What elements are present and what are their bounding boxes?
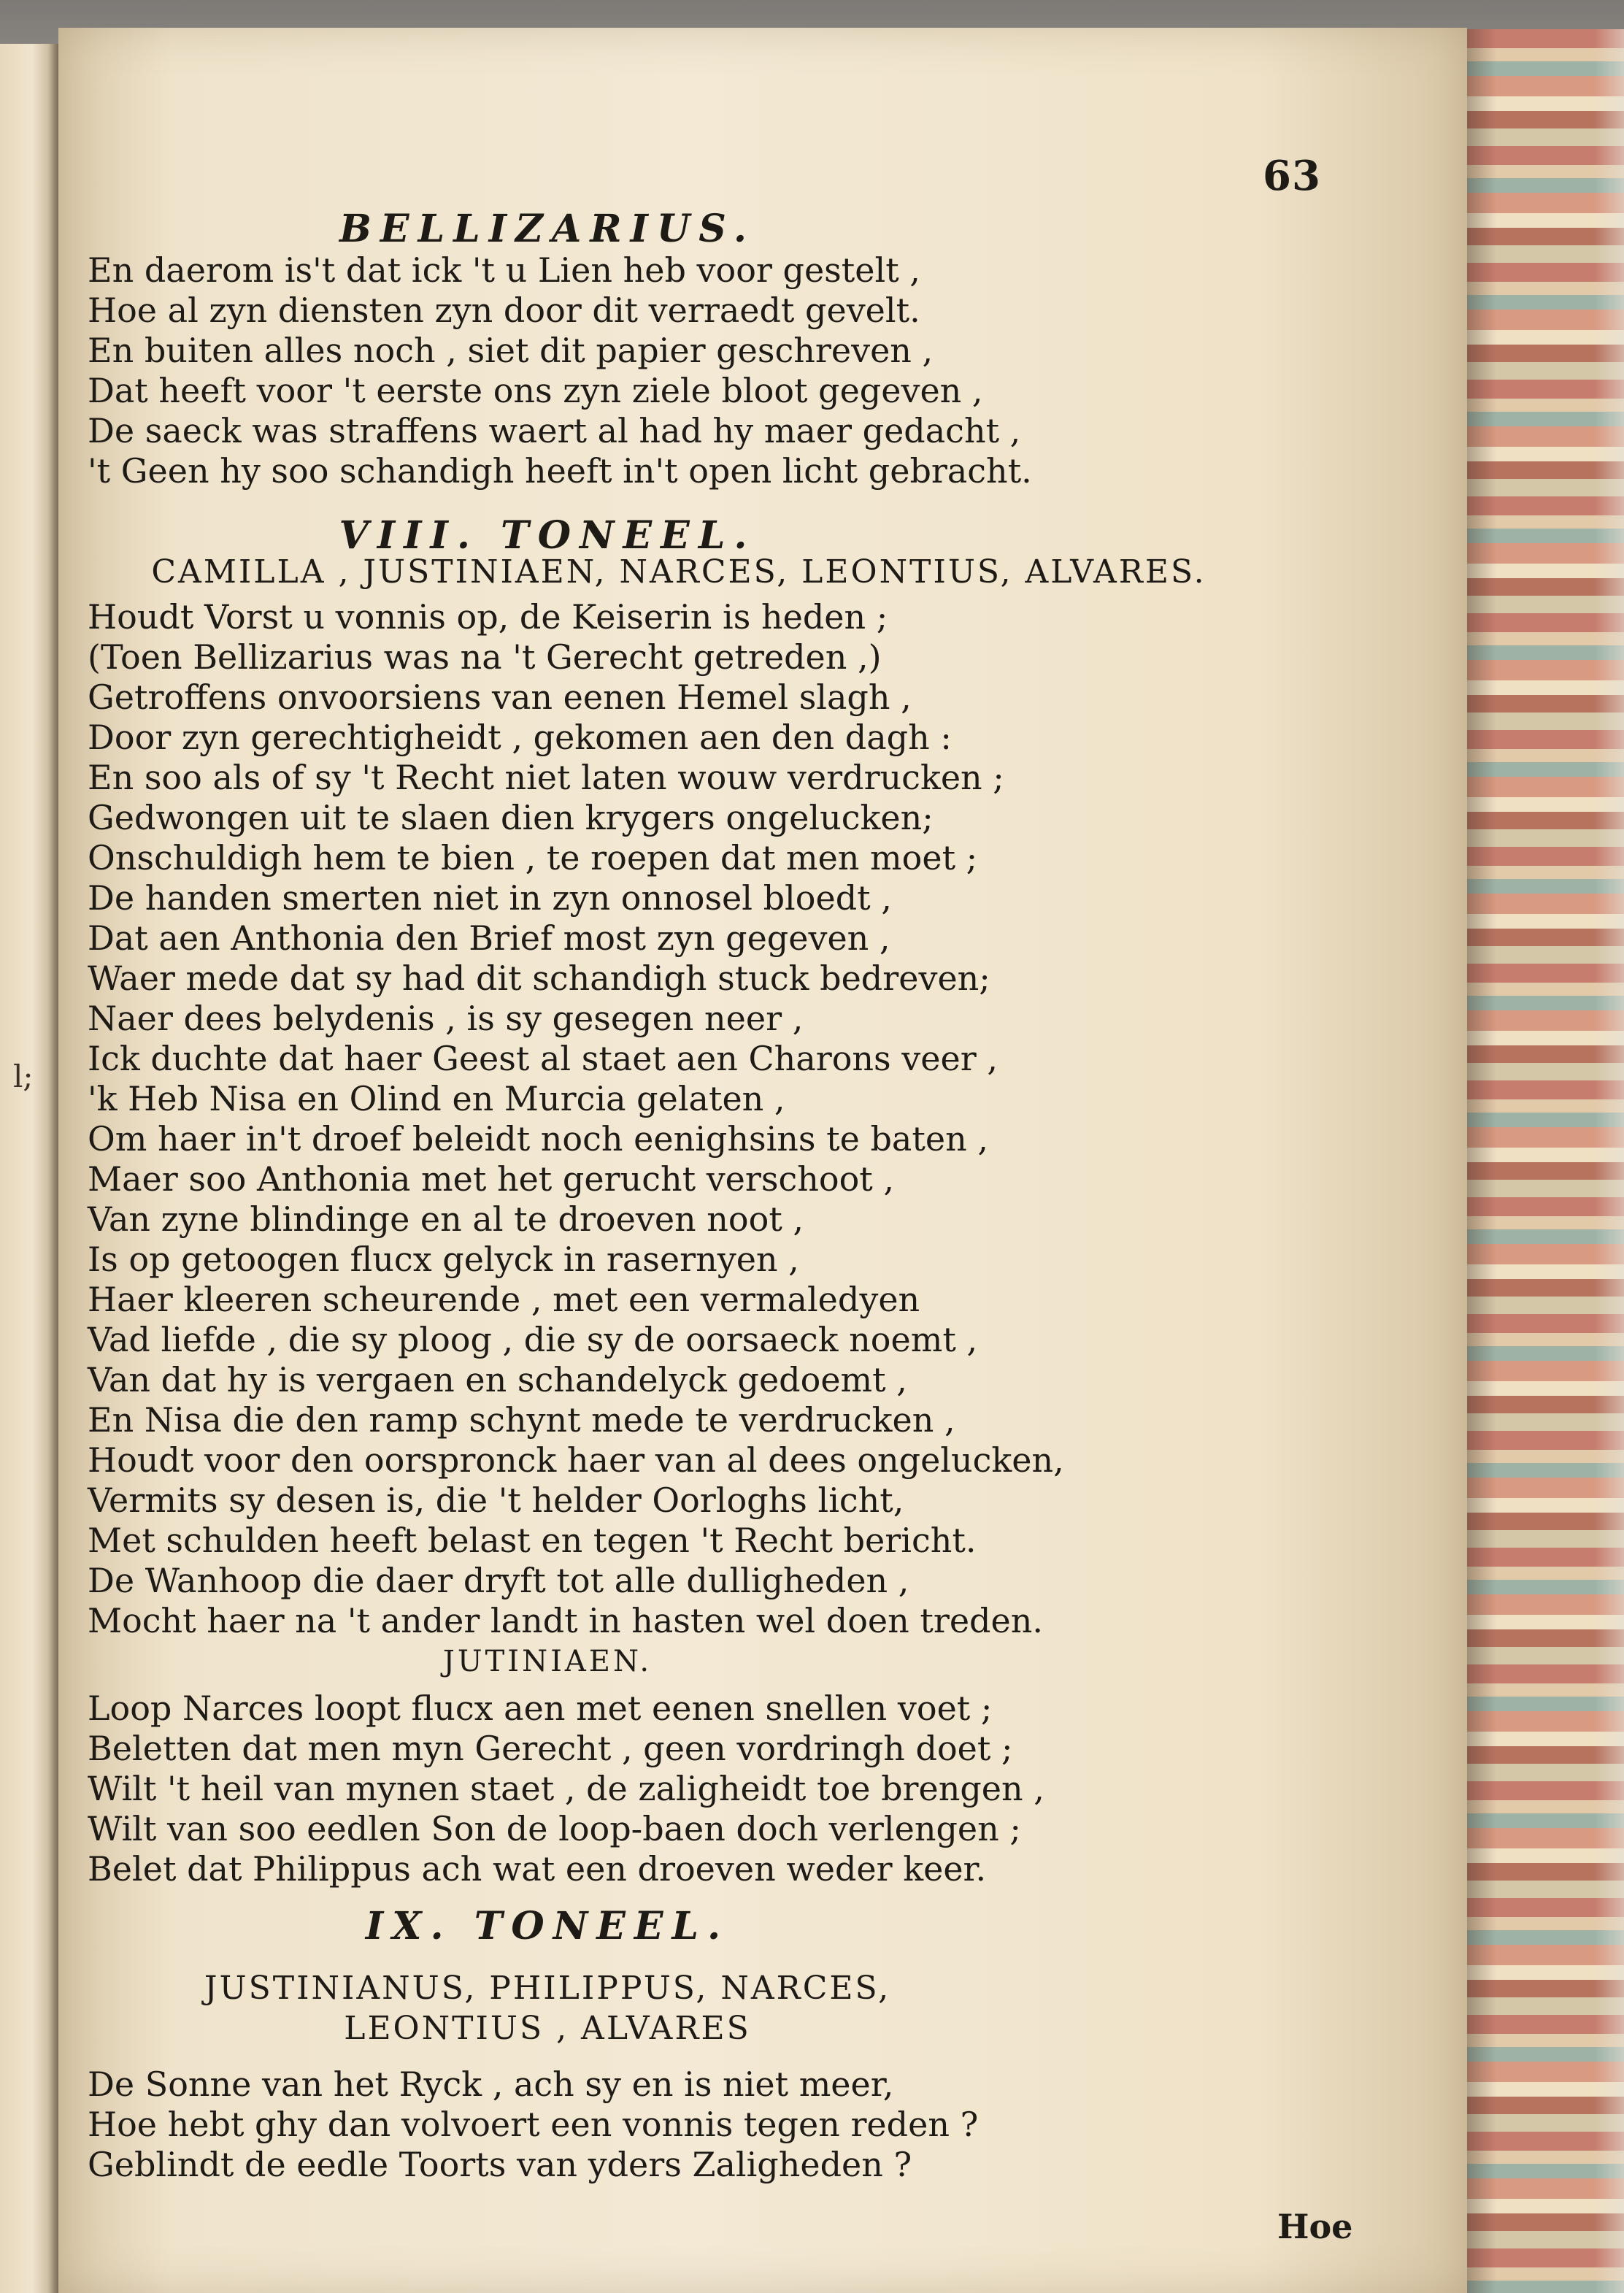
verse-line: 'k Heb Nisa en Olind en Murcia gelaten , xyxy=(88,1079,785,1118)
verse-line: Haer kleeren scheurende , met een vermaledyen xyxy=(88,1280,920,1319)
previous-page-fragment: l; xyxy=(13,1059,34,1094)
spine-shadow xyxy=(48,44,58,2293)
book-page xyxy=(58,28,1467,2293)
verse-line: En daerom is't dat ick 't u Lien heb voor gestelt , xyxy=(88,250,920,290)
verse-line: Wilt 't heil van mynen staet , de zaligheidt toe brengen , xyxy=(88,1769,1044,1808)
verse-line: Dat heeft voor 't eerste ons zyn ziele bloot gegeven , xyxy=(88,371,983,410)
verse-line: Gedwongen uit te slaen dien krygers ongelucken; xyxy=(88,798,934,837)
verse-line: Getroffens onvoorsiens van eenen Hemel slagh , xyxy=(88,677,912,717)
verse-line: Ick duchte dat haer Geest al staet aen Charons veer , xyxy=(88,1039,998,1078)
verse-line: Mocht haer na 't ander landt in hasten wel doen treden. xyxy=(88,1601,1043,1640)
verse-line: Beletten dat men myn Gerecht , geen vordringh doet ; xyxy=(88,1729,1013,1768)
verse-line: Van zyne blindinge en al te droeven noot , xyxy=(88,1199,804,1239)
previous-page-edge xyxy=(0,44,61,2293)
scene-9-title: IX. TONEEL. xyxy=(365,1904,730,1948)
page-number: 63 xyxy=(1263,152,1321,200)
verse-line: Geblindt de eedle Toorts van yders Zaligheden ? xyxy=(88,2145,912,2184)
scene-9-cast-line-2: LEONTIUS , ALVARES xyxy=(344,2010,751,2047)
verse-line: Onschuldigh hem te bien , te roepen dat men moet ; xyxy=(88,838,978,877)
marbled-cover xyxy=(1452,29,1624,2293)
verse-line: Houdt voor den oorspronck haer van al dees ongelucken, xyxy=(88,1440,1064,1480)
verse-line: Is op getoogen flucx gelyck in rasernyen , xyxy=(88,1240,799,1279)
verse-line: De handen smerten niet in zyn onnosel bloedt , xyxy=(88,878,892,918)
verse-line: En buiten alles noch , siet dit papier geschreven , xyxy=(88,331,934,370)
verse-line: En soo als of sy 't Recht niet laten wouw verdrucken ; xyxy=(88,758,1004,797)
verse-line: Vermits sy desen is, die 't helder Oorloghs licht, xyxy=(88,1480,904,1520)
verse-line: En Nisa die den ramp schynt mede te verdrucken , xyxy=(88,1400,955,1440)
cover-edge xyxy=(1595,29,1624,2293)
verse-line: Waer mede dat sy had dit schandigh stuck bedreven; xyxy=(88,959,990,998)
verse-line: 't Geen hy soo schandigh heeft in't open licht gebracht. xyxy=(88,451,1032,491)
verse-line: De Sonne van het Ryck , ach sy en is niet meer, xyxy=(88,2065,894,2104)
verse-line: Loop Narces loopt flucx aen met eenen snellen voet ; xyxy=(88,1689,993,1728)
verse-line: Door zyn gerechtigheidt , gekomen aen den dagh : xyxy=(88,718,952,757)
scene-8-cast: CAMILLA , JUSTINIAEN, NARCES, LEONTIUS, ALVARES. xyxy=(151,553,1207,591)
verse-line: Vad liefde , die sy ploog , die sy de oorsaeck noemt , xyxy=(88,1320,978,1359)
verse-line: Maer soo Anthonia met het gerucht verschoot , xyxy=(88,1159,895,1199)
verse-line: Met schulden heeft belast en tegen 't Recht bericht. xyxy=(88,1521,977,1560)
catchword: Hoe xyxy=(1277,2207,1353,2246)
verse-line: Naer dees belydenis , is sy gesegen neer , xyxy=(88,999,804,1038)
speaker-name: JUTINIAEN. xyxy=(442,1645,653,1678)
verse-line: Dat aen Anthonia den Brief most zyn gegeven , xyxy=(88,918,890,958)
scene-8-title: VIII. TONEEL. xyxy=(339,513,756,558)
verse-line: Belet dat Philippus ach wat een droeven weder keer. xyxy=(88,1849,987,1889)
verse-line: Van dat hy is vergaen en schandelyck gedoemt , xyxy=(88,1360,907,1399)
verse-line: De saeck was straffens waert al had hy maer gedacht , xyxy=(88,411,1021,450)
verse-line: Hoe al zyn diensten zyn door dit verraedt gevelt. xyxy=(88,291,920,330)
verse-line: De Wanhoop die daer dryft tot alle dulligheden , xyxy=(88,1561,909,1600)
running-head: BELLIZARIUS. xyxy=(339,207,756,251)
verse-line: Wilt van soo eedlen Son de loop-baen doch verlengen ; xyxy=(88,1809,1021,1848)
verse-line: Hoe hebt ghy dan volvoert een vonnis tegen reden ? xyxy=(88,2105,979,2144)
verse-line: Om haer in't droef beleidt noch eenighsins te baten , xyxy=(88,1119,988,1159)
verse-line: Houdt Vorst u vonnis op, de Keiserin is heden ; xyxy=(88,597,888,637)
scene-9-cast-line-1: JUSTINIANUS, PHILIPPUS, NARCES, xyxy=(204,1970,891,2007)
verse-line: (Toen Bellizarius was na 't Gerecht getreden ,) xyxy=(88,637,882,677)
